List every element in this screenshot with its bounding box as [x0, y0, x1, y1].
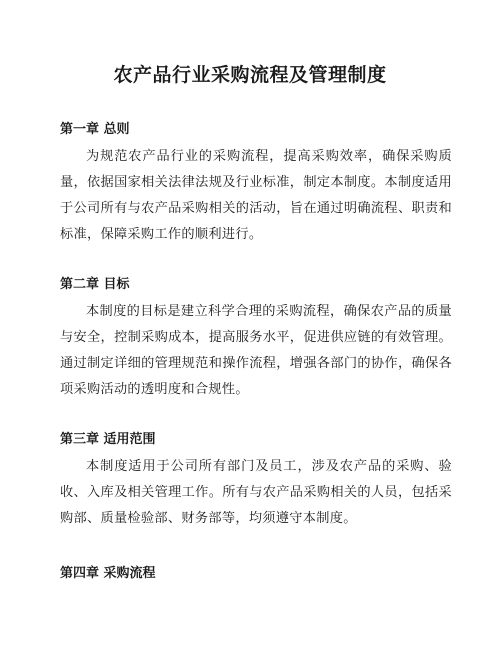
- chapter-1: [60, 120, 452, 248]
- chapter-body: 为规范农产品行业的采购流程，提高采购效率，确保采购质量，依据国家相关法律法规及行业标准，制定本制度。本制度适用于公司所有与农产品采购相关的活动，旨在通过明确流程、职责和标准，保障采购工作的顺利进行。: [60, 149, 452, 242]
- chapter-heading: 第三章 适用范围: [60, 432, 156, 447]
- chapter-heading: 第一章 总则: [60, 122, 130, 137]
- chapter-body: 本制度适用于公司所有部门及员工，涉及农产品的采购、验收、入库及相关管理工作。所有与农产品采购相关的人员，包括采购部、质量检验部、财务部等，均须遵守本制度。: [60, 459, 452, 526]
- chapter-3: [60, 430, 452, 532]
- document-title: 农产品行业采购流程及管理制度: [113, 64, 387, 86]
- chapter-4: [60, 564, 452, 588]
- chapter-heading: 第二章 目标: [60, 277, 130, 292]
- chapter-heading: 第四章 采购流程: [60, 566, 156, 581]
- chapter-body: 本制度的目标是建立科学合理的采购流程，确保农产品的质量与安全，控制采购成本，提高服务水平，促进供应链的有效管理。通过制定详细的管理规范和操作流程，增强各部门的协作，确保各项采购活动的透明度和合规性。: [60, 304, 452, 397]
- chapter-2: [60, 275, 452, 403]
